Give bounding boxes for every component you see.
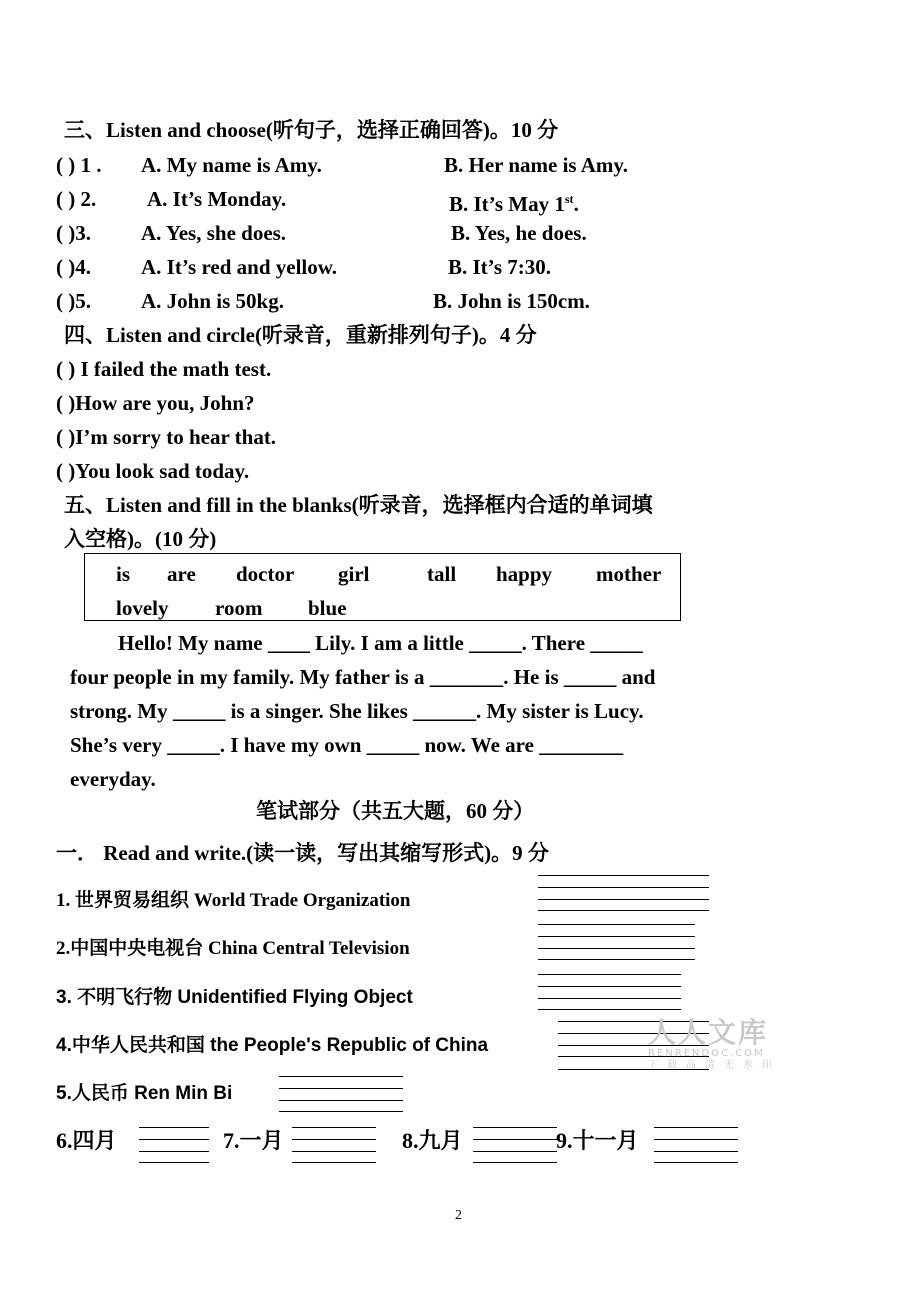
passage-line: everyday. (70, 767, 156, 791)
word-bank-word: mother (596, 562, 662, 586)
abbrev-item: 5.人民币 Ren Min Bi (56, 1083, 233, 1104)
passage-line: strong. My _____ is a singer. She likes ______. My sister is Lucy. (70, 699, 644, 723)
q5-option-b: B. John is 150cm. (433, 289, 590, 313)
watermark-logo (648, 1018, 781, 1072)
answer-lines (538, 924, 695, 962)
answer-lines (279, 1076, 403, 1114)
section-5-title-cont: 入空格)。(10 分) (64, 527, 217, 551)
q2-option-a: A. It’s Monday. (147, 187, 287, 211)
q3-number: ( )3. (56, 221, 91, 245)
page-number: 2 (455, 1208, 462, 1223)
month-item: 8.九月 (402, 1128, 463, 1153)
section-4-title: 四、Listen and circle(听录音，重新排列句子)。4 分 (64, 323, 537, 347)
q2-option-b: B. It’s May 1st. (449, 192, 579, 216)
passage-line: Hello! My name ____ Lily. I am a little _____. There _____ (118, 631, 643, 655)
q5-option-a: A. John is 50kg. (141, 289, 284, 313)
word-bank-word: lovely (116, 596, 169, 620)
answer-lines (538, 875, 709, 913)
word-bank-word: girl (338, 562, 370, 586)
q4-option-b: B. It’s 7:30. (448, 255, 552, 279)
word-bank-word: tall (427, 562, 457, 586)
q4-option-a: A. It’s red and yellow. (141, 255, 338, 279)
word-bank-word: happy (496, 562, 553, 586)
abbrev-item: 2.中国中央电视台 China Central Television (56, 938, 410, 959)
watermark-site: RENRENDOC.COM (648, 1048, 765, 1059)
answer-lines (292, 1127, 376, 1165)
answer-lines (654, 1127, 738, 1165)
month-item: 7.一月 (223, 1128, 284, 1153)
circle-item: ( )I’m sorry to hear that. (56, 425, 277, 449)
q3-option-a: A. Yes, she does. (141, 221, 287, 245)
q2-number: ( ) 2. (56, 187, 97, 211)
month-item: 6.四月 (56, 1128, 117, 1153)
abbrev-item: 3. 不明飞行物 Unidentified Flying Object (56, 987, 413, 1008)
answer-lines (473, 1127, 557, 1165)
word-bank-word: blue (308, 596, 347, 620)
q1-option-a: A. My name is Amy. (141, 153, 322, 177)
abbrev-item: 4.中华人民共和国 the People's Republic of China (56, 1035, 489, 1056)
answer-lines (538, 974, 681, 1012)
month-item: 9.十一月 (556, 1128, 639, 1153)
written-section-1-title: 一． Read and write.(读一读，写出其缩写形式)。9 分 (56, 841, 549, 865)
q1-number: ( ) 1 . (56, 153, 102, 177)
circle-item: ( )You look sad today. (56, 459, 250, 483)
passage-line: four people in my family. My father is a _______. He is _____ and (70, 665, 656, 689)
q4-number: ( )4. (56, 255, 91, 279)
q5-number: ( )5. (56, 289, 91, 313)
section-5-title: 五、Listen and fill in the blanks(听录音，选择框内合适的单词填 (64, 493, 653, 517)
word-bank-word: room (215, 596, 263, 620)
watermark-name: 人人文库 (648, 1016, 769, 1049)
written-part-header: 笔试部分（共五大题，60 分） (256, 799, 535, 823)
q1-option-b: B. Her name is Amy. (444, 153, 628, 177)
passage-line: She’s very _____. I have my own _____ now. We are ________ (70, 733, 624, 757)
q3-option-b: B. Yes, he does. (451, 221, 587, 245)
answer-lines (139, 1127, 209, 1165)
section-3-title: 三、Listen and choose(听句子，选择正确回答)。10 分 (64, 118, 559, 142)
abbrev-item: 1. 世界贸易组织 World Trade Organization (56, 890, 411, 911)
circle-item: ( ) I failed the math test. (56, 357, 272, 381)
word-bank-word: is (116, 562, 131, 586)
watermark-slogan: 下载高清无水印 (648, 1060, 781, 1071)
word-bank-word: doctor (236, 562, 295, 586)
circle-item: ( )How are you, John? (56, 391, 255, 415)
word-bank-word: are (167, 562, 196, 586)
